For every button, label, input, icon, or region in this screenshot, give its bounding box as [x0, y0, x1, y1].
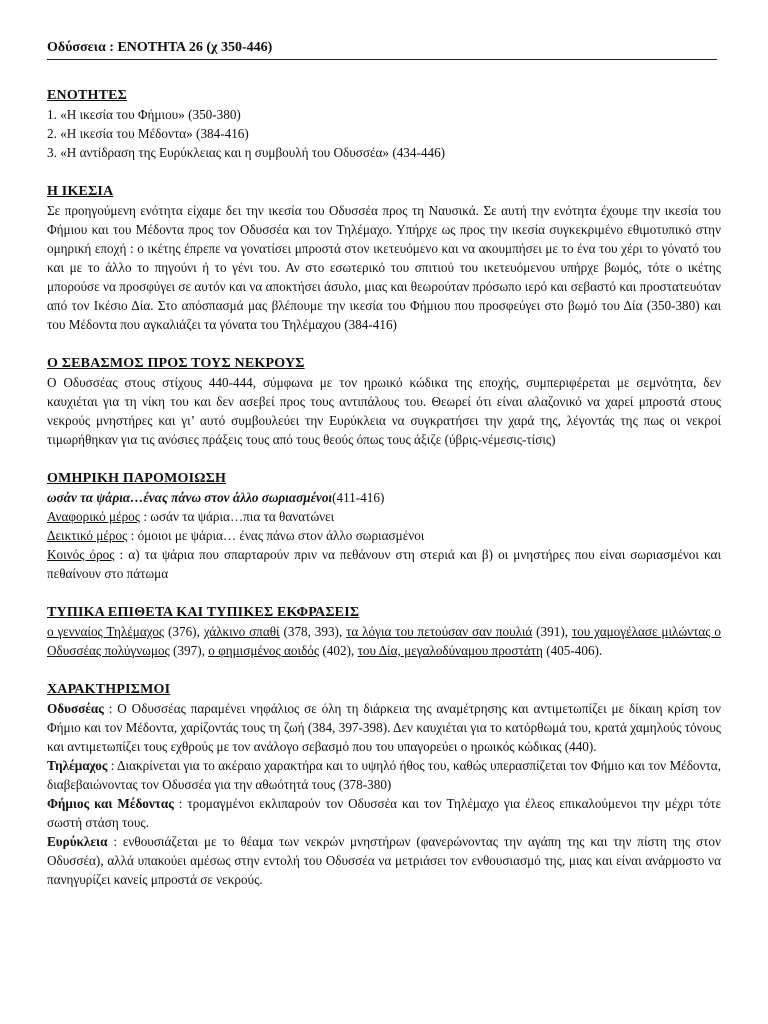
character-name: Ευρύκλεια: [47, 834, 108, 849]
epithet-phrase: του Δία, μεγαλοδύναμου προστάτη: [357, 643, 543, 658]
section-epithets: [47, 603, 721, 660]
section-paragraph: Ο Οδυσσέας στους στίχους 440-444, σύμφωνα με τον ηρωικό κώδικα της εποχής, συμπεριφέρεται με σεμνότητα, δεν καυχιέται για τη νίκη του και δεν ασεβεί προς τους αντιπάλους του. Θεωρεί ότι είναι αλαζονικό να χαρεί μπροστά στους νεκρούς μνηστήρες και γι’ αυτό συμβουλεύει την Ευρύκλεια να συγκρατήσει την χαρά της, λέγοντάς της πως οι νεκροί τιμωρήθηκαν για τις ανόσιες πράξεις τους από τους θεούς όπως τους άξιζε (ύβρις-νέμεσις-τίσις): [47, 375, 721, 447]
simile-quote-ref: (411-416): [332, 490, 385, 505]
section-supplication: [47, 182, 721, 334]
simile-quote-line: [47, 488, 721, 507]
character-entry: [47, 794, 721, 832]
section-title: Η ΙΚΕΣΙΑ: [47, 184, 114, 199]
character-name: Τηλέμαχος: [47, 758, 108, 773]
epithets-paragraph: [47, 622, 721, 660]
document-body: [47, 86, 721, 909]
section-units: [47, 86, 721, 162]
simile-row-text: : ωσάν τα ψάρια…πια τα θανατώνει: [140, 509, 335, 524]
section-respect: [47, 354, 721, 449]
simile-quote: ωσάν τα ψάρια…ένας πάνω στον άλλο σωριασμένοι: [47, 490, 333, 505]
section-title: ΤΥΠΙΚΑ ΕΠΙΘΕΤΑ ΚΑΙ ΤΥΠΙΚΕΣ ΕΚΦΡΑΣΕΙΣ: [47, 605, 360, 620]
epithet-ref: (391),: [532, 624, 572, 639]
character-entry: [47, 756, 721, 794]
epithet-phrase: του χαμογέλασε μιλώντας ο Οδυσσέας πολύγνωμος: [47, 624, 721, 658]
epithet-ref: (397),: [169, 643, 209, 658]
page-header-title: Οδύσσεια : ΕΝΟΤΗΤΑ 26 (χ 350-446): [47, 40, 273, 55]
simile-row-label: Κοινός όρος: [47, 547, 115, 562]
character-text: : Ο Οδυσσέας παραμένει νηφάλιος σε όλη τη διάρκεια της αναμέτρησης και αντιμετωπίζει με δίκαιη κρίση τον Φήμιο και τον Μέδοντα, χαρίζοντάς τους τη ζωή (384, 397-398). Δεν καυχιέται για το κατόρθωμά του, κρατά χαμηλούς τόνους και αντιμετωπίζει τους εχθρούς με τον ανάλογο σεβασμό που του υπαγορεύει ο ηρωικός κώδικας (440).: [47, 701, 721, 754]
epithet-phrase: ο φημισμένος αοιδός: [208, 643, 320, 658]
section-simile: [47, 469, 721, 583]
epithet-phrase: τα λόγια του πετούσαν σαν πουλιά: [346, 624, 533, 639]
simile-row-label: Αναφορικό μέρος: [47, 509, 141, 524]
page-header: [47, 40, 717, 60]
character-entry: [47, 832, 721, 889]
character-entry: [47, 699, 721, 756]
unit-item: 2. «Η ικεσία του Μέδοντα» (384-416): [47, 126, 249, 141]
unit-item: 3. «Η αντίδραση της Ευρύκλειας και η συμβουλή του Οδυσσέα» (434-446): [47, 145, 446, 160]
epithet-ref: (402),: [319, 643, 358, 658]
character-text: : ενθουσιάζεται με το θέαμα των νεκρών μνηστήρων (φανερώνοντας την αγάπη της και την πίστη της στον Οδυσσέα), αλλά υπακούει αμέσως στην εντολή του Οδυσσέα να μετριάσει τον ενθουσιασμό της, μιας και είναι ανάρμοστο να πανηγυρίζει κανείς μπροστά σε νεκρούς.: [47, 834, 721, 887]
epithet-ref: (376),: [164, 624, 204, 639]
section-title: Ο ΣΕΒΑΣΜΟΣ ΠΡΟΣ ΤΟΥΣ ΝΕΚΡΟΥΣ: [47, 356, 305, 371]
simile-row: [47, 545, 721, 583]
section-title: ΟΜΗΡΙΚΗ ΠΑΡΟΜΟΙΩΣΗ: [47, 471, 227, 486]
character-text: : Διακρίνεται για το ακέραιο χαρακτήρα και το υψηλό ήθος του, καθώς υπερασπίζεται τον Φήμιο και τον Μέδοντα, διαβεβαιώνοντας τον Οδυσσέα για την αθωότητά τους (378-380): [47, 758, 721, 792]
simile-row-text: : όμοιοι με ψάρια… ένας πάνω στον άλλο σωριασμένοι: [127, 528, 425, 543]
epithet-ref: (405-406).: [542, 643, 603, 658]
section-title: ΕΝΟΤΗΤΕΣ: [47, 88, 127, 103]
simile-row: [47, 526, 721, 545]
simile-row-label: Δεικτικό μέρος: [47, 528, 128, 543]
section-paragraph: Σε προηγούμενη ενότητα είχαμε δει την ικεσία του Οδυσσέα προς τη Ναυσικά. Σε αυτή την ενότητα έχουμε την ικεσία του Φήμιου και του Μέδοντα προς τον Οδυσσέα και τον Τηλέμαχο. Υπήρχε ως προς την ικεσία συγκεκριμένο εθιμοτυπικό στην ομηρική εποχή : ο ικέτης έπρεπε να γονατίσει μπροστά στον ικετευόμενο και να ακουμπήσει με το ένα του χέρι το γόνατό του και με το άλλο το πηγούνι ή το γένι του. Αν στο εσωτερικό του σπιτιού του ικετευόμενου υπήρχε βωμός, τότε ο ικέτης μπορούσε να προσφύγει σε αυτόν και να αποκτήσει άσυλο, μιας και θεωρούταν πρόσωπο ιερό και σεβαστό και προστατευόταν από τον Ικέσιο Δία. Στο απόσπασμά μας βλέπουμε την ικεσία του Φήμιου που προσφεύγει στο βωμό του Δία (350-380) και του Μέδοντα που αγκαλιάζει τα γόνατα του Τηλέμαχου (384-416): [47, 203, 721, 332]
section-title: ΧΑΡΑΚΤΗΡΙΣΜΟΙ: [47, 682, 171, 697]
epithet-phrase: ο γενναίος Τηλέμαχος: [47, 624, 165, 639]
simile-row: [47, 507, 721, 526]
section-characterizations: [47, 680, 721, 889]
character-text: : τρομαγμένοι εκλιπαρούν τον Οδυσσέα και τον Τηλέμαχο για έλεος επικαλούμενοι την μέχρι τότε σωστή στάση τους.: [47, 796, 721, 830]
character-name: Φήμιος και Μέδοντας: [47, 796, 174, 811]
character-name: Οδυσσέας: [47, 701, 104, 716]
simile-row-text: : α) τα ψάρια που σπαρταρούν πριν να πεθάνουν στη στεριά και β) οι μνηστήρες που είναι σωριασμένοι και πεθαίνουν στο πάτωμα: [47, 547, 721, 581]
epithet-ref: (378, 393),: [279, 624, 347, 639]
epithet-phrase: χάλκινο σπαθί: [203, 624, 280, 639]
unit-item: 1. «Η ικεσία του Φήμιου» (350-380): [47, 107, 241, 122]
